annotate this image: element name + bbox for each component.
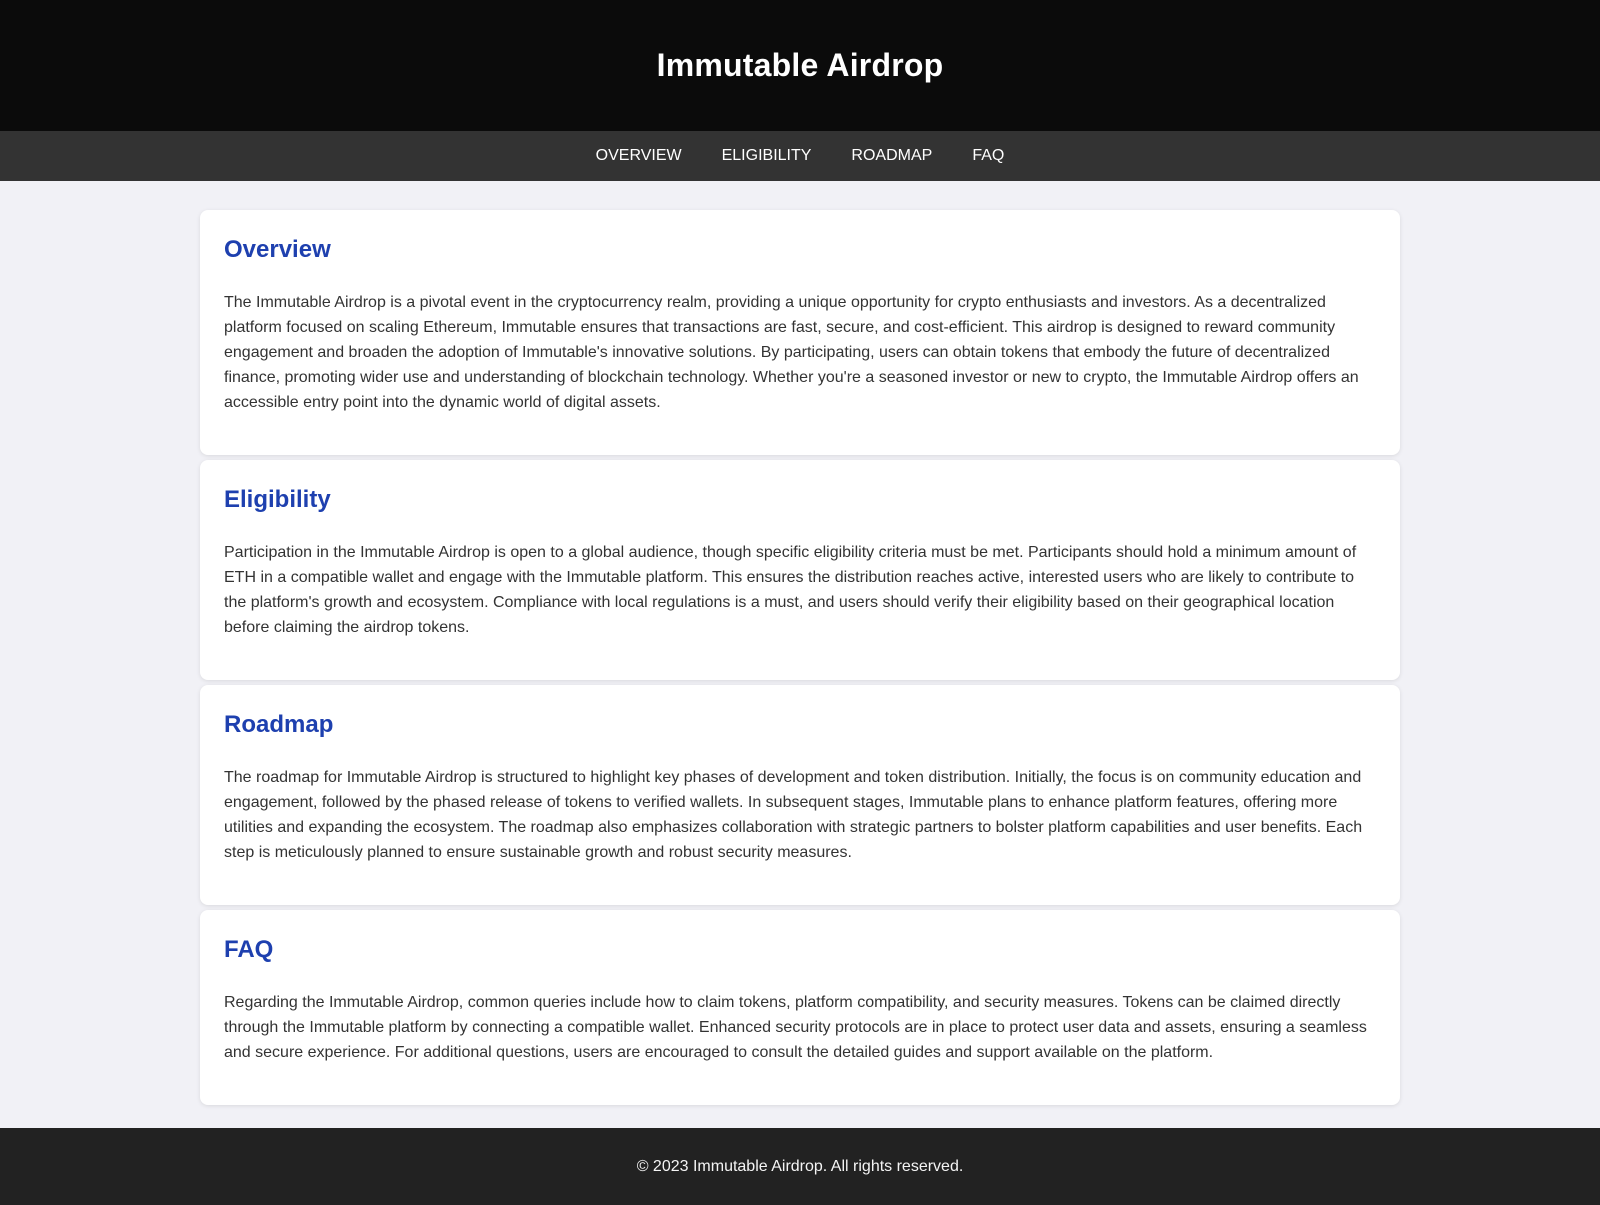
section-body-faq: Regarding the Immutable Airdrop, common queries include how to claim tokens, platform compatibility, and security measures. Tokens can be claimed directly through the Immutable platform by connecting a compatible wallet. Enhanced security protocols are in place to protect user data and assets, ensuring a seamless and secure experience. For additional questions, users are encouraged to consult the detailed guides and support available on the platform. [224, 994, 1367, 1061]
section-heading-faq: FAQ [224, 936, 274, 963]
nav-link-eligibility[interactable]: ELIGIBILITY [721, 147, 812, 164]
section-heading-eligibility: Eligibility [224, 486, 331, 513]
section-card-eligibility [200, 460, 1400, 680]
section-heading-roadmap: Roadmap [224, 711, 334, 738]
section-body-roadmap: The roadmap for Immutable Airdrop is structured to highlight key phases of development and token distribution. Initially, the focus is on community education and engagement, followed by the phased release of tokens to verified wallets. In subsequent stages, Immutable plans to enhance platform features, offering more utilities and expanding the ecosystem. The roadmap also emphasizes collaboration with strategic partners to bolster platform capabilities and user benefits. Each step is meticulously planned to ensure sustainable growth and robust security measures. [224, 769, 1363, 861]
main-content [200, 181, 1400, 1128]
nav-link-roadmap[interactable]: ROADMAP [851, 147, 933, 164]
section-card-faq [200, 910, 1400, 1105]
page-title: Immutable Airdrop [656, 47, 944, 83]
section-body-overview: The Immutable Airdrop is a pivotal event in the cryptocurrency realm, providing a unique opportunity for crypto enthusiasts and investors. As a decentralized platform focused on scaling Ethereum, Immutable ensures that transactions are fast, secure, and cost-efficient. This airdrop is designed to reward community engagement and broaden the adoption of Immutable's innovative solutions. By participating, users can obtain tokens that embody the future of decentralized finance, promoting wider use and understanding of blockchain technology. Whether you're a seasoned investor or new to crypto, the Immutable Airdrop offers an accessible entry point into the dynamic world of digital assets. [224, 294, 1359, 411]
nav-link-overview[interactable]: OVERVIEW [595, 147, 682, 164]
section-body-eligibility: Participation in the Immutable Airdrop is open to a global audience, though specific eligibility criteria must be met. Participants should hold a minimum amount of ETH in a compatible wallet and engage with the Immutable platform. This ensures the distribution reaches active, interested users who are likely to contribute to the platform's growth and ecosystem. Compliance with local regulations is a must, and users should verify their eligibility based on their geographical location before claiming the airdrop tokens. [224, 544, 1357, 636]
page-footer [0, 1128, 1600, 1205]
page-header [0, 0, 1600, 131]
section-card-overview [200, 210, 1400, 455]
main-nav [0, 131, 1600, 181]
footer-text: © 2023 Immutable Airdrop. All rights reserved. [636, 1157, 964, 1175]
nav-link-faq[interactable]: FAQ [972, 147, 1005, 164]
section-card-roadmap [200, 685, 1400, 905]
section-heading-overview: Overview [224, 236, 331, 263]
